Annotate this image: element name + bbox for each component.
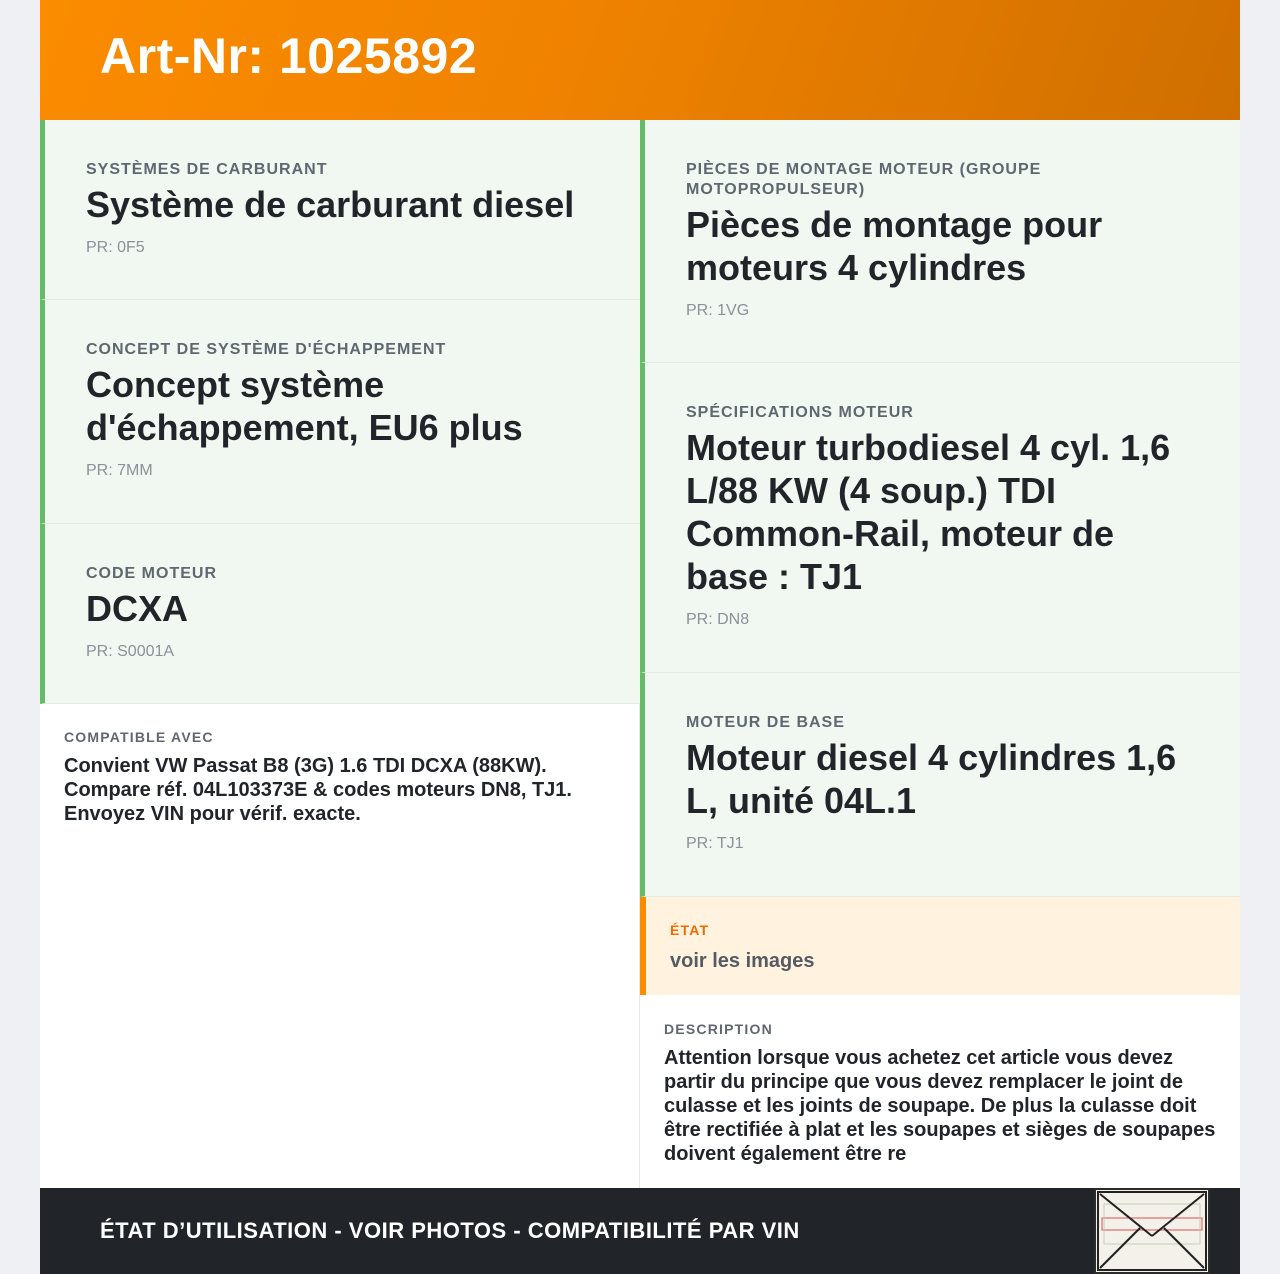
envelope-thumbnail-graphic <box>1096 1190 1208 1272</box>
spec-pr-code: PR: TJ1 <box>686 835 744 852</box>
spec-label: CODE MOTEUR <box>86 565 217 582</box>
spec-card-engine-specifications <box>640 363 1240 673</box>
spec-label: SPÉCIFICATIONS MOTEUR <box>686 404 914 421</box>
spec-pr-code: PR: S0001A <box>86 643 175 660</box>
spec-value: Concept système d'échappement, EU6 plus <box>86 364 523 448</box>
spec-pr-code: PR: 7MM <box>86 462 153 479</box>
condition-card <box>640 897 1240 995</box>
envelope-thumbnail-icon[interactable] <box>1094 1188 1210 1274</box>
spec-pr-code: PR: 0F5 <box>86 239 145 256</box>
spec-value: Moteur turbodiesel 4 cyl. 1,6 L/88 KW (4 soup.) TDI Common-Rail, moteur de base : TJ1 <box>686 427 1171 597</box>
description-section <box>640 1020 1240 1166</box>
spec-card-exhaust-concept <box>40 300 640 524</box>
spec-pr-code: PR: 1VG <box>686 302 750 319</box>
spec-card-engine-mounting-parts <box>640 120 1240 363</box>
spec-pr-code: PR: DN8 <box>686 611 750 628</box>
spec-label: CONCEPT DE SYSTÈME D'ÉCHAPPEMENT <box>86 341 447 358</box>
compatibility-text: Convient VW Passat B8 (3G) 1.6 TDI DCXA (88KW). Compare réf. 04L103373E & codes moteurs DN8, TJ1. Envoyez VIN pour vérif. exacte. <box>64 755 572 825</box>
spec-card-fuel-system <box>40 120 640 300</box>
spec-value: Moteur diesel 4 cylindres 1,6 L, unité 04L.1 <box>686 737 1177 821</box>
description-text: Attention lorsque vous achetez cet article vous devez partir du principe que vous devez remplacer le joint de culasse et les joints de soupape. De plus la culasse doit être rectifiée à plat et les soupapes et sièges de soupapes doivent également être re <box>664 1047 1216 1165</box>
spec-label: SYSTÈMES DE CARBURANT <box>86 161 328 178</box>
article-number-title: Art-Nr: 1025892 <box>100 28 478 84</box>
listing-sheet <box>40 0 1240 1274</box>
condition-label: ÉTAT <box>670 922 710 938</box>
spec-value: DCXA <box>86 588 189 629</box>
compatibility-label: COMPATIBLE AVEC <box>64 729 214 745</box>
footer-tagline: ÉTAT D’UTILISATION - VOIR PHOTOS - COMPATIBILITÉ PAR VIN <box>100 1218 800 1243</box>
spec-card-base-engine <box>640 673 1240 897</box>
condition-text: voir les images <box>670 950 815 972</box>
description-label: DESCRIPTION <box>664 1021 773 1037</box>
spec-card-engine-code <box>40 524 640 704</box>
compatibility-section <box>40 728 640 826</box>
spec-label: PIÈCES DE MONTAGE MOTEUR (GROUPE MOTOPROPULSEUR) <box>686 161 1042 198</box>
header-bar <box>40 0 1240 120</box>
footer-bar <box>40 1188 1240 1274</box>
spec-value: Pièces de montage pour moteurs 4 cylindres <box>686 204 1103 288</box>
spec-label: MOTEUR DE BASE <box>686 714 845 731</box>
spec-value: Système de carburant diesel <box>86 184 575 225</box>
